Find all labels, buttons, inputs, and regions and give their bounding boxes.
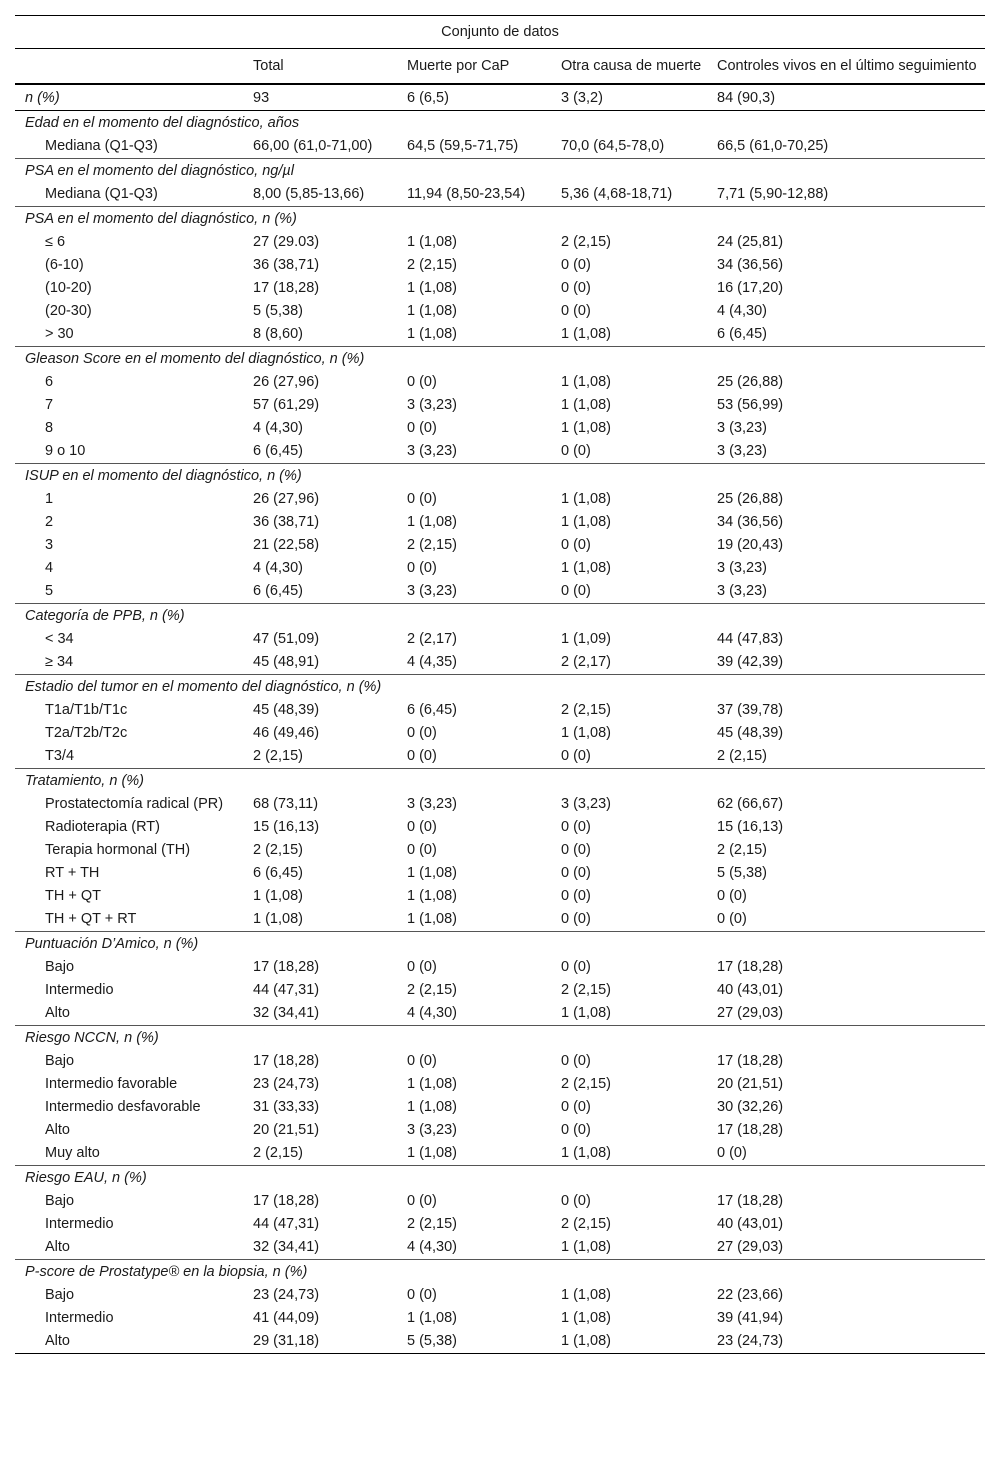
table-row — [15, 1142, 985, 1166]
table-row — [15, 1236, 985, 1260]
cell-total: 2 (2,15) — [253, 1145, 303, 1161]
cell-cap-death: 0 (0) — [407, 748, 437, 764]
section-title: ISUP en el momento del diagnóstico, n (%) — [15, 464, 985, 489]
cell-cap-death: 3 (3,23) — [407, 1122, 457, 1138]
cell-total: 17 (18,28) — [253, 1193, 320, 1209]
cell-cap-death: 2 (2,15) — [407, 537, 457, 553]
row-label: TH + QT — [45, 888, 101, 904]
table-row — [15, 394, 985, 417]
cell-total: 29 (31,18) — [253, 1333, 320, 1349]
cell-cap-death: 4 (4,35) — [407, 654, 457, 670]
cell-cap-death: 2 (2,17) — [407, 631, 457, 647]
bottom-rule — [15, 1354, 985, 1355]
row-label: T1a/T1b/T1c — [45, 702, 128, 718]
cell-alive-controls: 66,5 (61,0-70,25) — [717, 138, 829, 154]
cell-alive-controls: 3 (3,23) — [717, 583, 767, 599]
section-header-row — [15, 932, 985, 957]
row-label: 4 — [45, 560, 54, 576]
row-label: Terapia hormonal (TH) — [45, 842, 191, 858]
table-row — [15, 956, 985, 979]
cell-other-death: 0 (0) — [561, 1193, 591, 1209]
cell-cap-death: 0 (0) — [407, 420, 437, 436]
cell-other-death: 1 (1,08) — [561, 326, 611, 342]
cell-other-death: 0 (0) — [561, 748, 591, 764]
cell-other-death: 0 (0) — [561, 537, 591, 553]
cell-alive-controls: 34 (36,56) — [717, 514, 784, 530]
section-header-row — [15, 207, 985, 232]
row-label: Bajo — [45, 1053, 75, 1069]
table-row — [15, 580, 985, 604]
cell-total: 41 (44,09) — [253, 1310, 320, 1326]
row-label: Alto — [45, 1333, 70, 1349]
cell-cap-death: 3 (3,23) — [407, 583, 457, 599]
cell-other-death: 2 (2,17) — [561, 654, 611, 670]
cell-alive-controls: 25 (26,88) — [717, 374, 784, 390]
cell-total: 26 (27,96) — [253, 491, 320, 507]
cell-cap-death: 3 (3,23) — [407, 397, 457, 413]
table-row — [15, 371, 985, 394]
section-header-row — [15, 604, 985, 629]
section-title: PSA en el momento del diagnóstico, ng/µl — [15, 159, 985, 184]
table-footer — [15, 1354, 985, 1355]
cell-alive-controls: 3 (3,23) — [717, 560, 767, 576]
cell-other-death: 0 (0) — [561, 1099, 591, 1115]
column-header-total: Total — [243, 49, 397, 85]
table-row — [15, 1190, 985, 1213]
cell-alive-controls: 27 (29,03) — [717, 1239, 784, 1255]
cell-other-death: 1 (1,08) — [561, 1239, 611, 1255]
cell-total: 68 (73,11) — [253, 796, 319, 812]
section-header-row — [15, 347, 985, 372]
cell-alive-controls: 2 (2,15) — [717, 748, 767, 764]
caption-row — [15, 16, 985, 49]
section-header-row — [15, 1260, 985, 1285]
cell-other-death: 1 (1,08) — [561, 1005, 611, 1021]
table-row — [15, 862, 985, 885]
cell-alive-controls: 62 (66,67) — [717, 796, 784, 812]
section-title: Categoría de PPB, n (%) — [15, 604, 985, 629]
table-row — [15, 183, 985, 207]
cell-alive-controls: 53 (56,99) — [717, 397, 784, 413]
row-label: 8 — [45, 420, 54, 436]
cell-cap-death: 1 (1,08) — [407, 865, 457, 881]
section-title: Puntuación D’Amico, n (%) — [15, 932, 985, 957]
table-row — [15, 1284, 985, 1307]
section-title: Riesgo NCCN, n (%) — [15, 1026, 985, 1051]
table-row — [15, 699, 985, 722]
table-body — [15, 84, 985, 1354]
cell-cap-death: 4 (4,30) — [407, 1239, 457, 1255]
cell-alive-controls: 37 (39,78) — [717, 702, 784, 718]
data-table — [15, 15, 985, 1354]
cell-other-death: 0 (0) — [561, 303, 591, 319]
cell-other-death: 1 (1,08) — [561, 1333, 611, 1349]
section-title: Estadio del tumor en el momento del diagnóstico, n (%) — [15, 675, 985, 700]
cell-cap-death: 1 (1,08) — [407, 1099, 457, 1115]
cell-alive-controls: 15 (16,13) — [717, 819, 784, 835]
section-title: P-score de Prostatype® en la biopsia, n (%) — [15, 1260, 985, 1285]
table-row — [15, 1330, 985, 1354]
cell-total: 2 (2,15) — [253, 842, 303, 858]
section-header-row — [15, 769, 985, 794]
table-row — [15, 135, 985, 159]
cell-other-death: 0 (0) — [561, 257, 591, 273]
cell-total: 8,00 (5,85-13,66) — [253, 186, 365, 202]
cell-alive-controls: 7,71 (5,90-12,88) — [717, 186, 829, 202]
cell-other-death: 1 (1,08) — [561, 491, 611, 507]
cell-cap-death: 1 (1,08) — [407, 1145, 457, 1161]
section-header-row — [15, 111, 985, 136]
cell-other-death: 0 (0) — [561, 280, 591, 296]
table-row — [15, 1002, 985, 1026]
data-table-container — [15, 15, 985, 1354]
row-label: ≥ 34 — [45, 654, 74, 670]
table-row — [15, 745, 985, 769]
table-row — [15, 534, 985, 557]
table-row — [15, 557, 985, 580]
cell-cap-death: 2 (2,15) — [407, 1216, 457, 1232]
table-row — [15, 628, 985, 651]
cell-total: 5 (5,38) — [253, 303, 303, 319]
table-row — [15, 323, 985, 347]
cell-other-death: 1 (1,08) — [561, 560, 611, 576]
cell-total: 8 (8,60) — [253, 326, 303, 342]
cell-total: 45 (48,91) — [253, 654, 320, 670]
cell-alive-controls: 2 (2,15) — [717, 842, 767, 858]
cell-alive-controls: 44 (47,83) — [717, 631, 784, 647]
cell-other-death: 1 (1,09) — [561, 631, 611, 647]
cell-cap-death: 1 (1,08) — [407, 514, 457, 530]
cell-total: 44 (47,31) — [253, 982, 320, 998]
cell-other-death: 1 (1,08) — [561, 374, 611, 390]
section-title: Riesgo EAU, n (%) — [15, 1166, 985, 1191]
section-header-row — [15, 1166, 985, 1191]
cell-total: 66,00 (61,0-71,00) — [253, 138, 373, 154]
cell-total: 46 (49,46) — [253, 725, 320, 741]
column-header-label — [15, 49, 243, 85]
row-label: (20-30) — [45, 303, 92, 319]
row-label: Alto — [45, 1122, 70, 1138]
cell-other-death: 2 (2,15) — [561, 702, 611, 718]
cell-cap-death: 0 (0) — [407, 1053, 437, 1069]
cell-alive-controls: 24 (25,81) — [717, 234, 784, 250]
cell-other-death: 0 (0) — [561, 1122, 591, 1138]
cell-other-death: 0 (0) — [561, 888, 591, 904]
row-label: Intermedio — [45, 1216, 114, 1232]
cell-alive-controls: 3 (3,23) — [717, 443, 767, 459]
cell-cap-death: 1 (1,08) — [407, 280, 457, 296]
bottom-rule-cell — [15, 1354, 985, 1355]
row-label: (10-20) — [45, 280, 92, 296]
cell-total: 32 (34,41) — [253, 1239, 320, 1255]
cell-total: 57 (61,29) — [253, 397, 320, 413]
row-label: Intermedio favorable — [45, 1076, 178, 1092]
row-label: 6 — [45, 374, 54, 390]
cell-alive-controls: 0 (0) — [717, 911, 747, 927]
row-label: Prostatectomía radical (PR) — [45, 796, 224, 812]
section-header-row — [15, 675, 985, 700]
table-row — [15, 839, 985, 862]
cell-alive-controls: 39 (42,39) — [717, 654, 784, 670]
cell-other-death: 5,36 (4,68-18,71) — [561, 186, 673, 202]
table-header — [15, 16, 985, 85]
cell-total: 44 (47,31) — [253, 1216, 320, 1232]
cell-total: 6 (6,45) — [253, 865, 303, 881]
cell-other-death: 1 (1,08) — [561, 1145, 611, 1161]
cell-total: 6 (6,45) — [253, 583, 303, 599]
cell-total: 32 (34,41) — [253, 1005, 320, 1021]
cell-alive-controls: 16 (17,20) — [717, 280, 784, 296]
cell-other-death: 0 (0) — [561, 911, 591, 927]
table-row — [15, 231, 985, 254]
cell-cap-death: 64,5 (59,5-71,75) — [407, 138, 519, 154]
section-header-row — [15, 1026, 985, 1051]
row-label: 2 — [45, 514, 54, 530]
cell-cap-death: 6 (6,5) — [407, 90, 449, 106]
cell-alive-controls: 45 (48,39) — [717, 725, 784, 741]
row-label: Bajo — [45, 1193, 75, 1209]
cell-alive-controls: 34 (36,56) — [717, 257, 784, 273]
column-header-cap-death: Muerte por CaP — [397, 49, 551, 85]
cell-alive-controls: 17 (18,28) — [717, 1193, 784, 1209]
cell-other-death: 3 (3,23) — [561, 796, 611, 812]
section-title: PSA en el momento del diagnóstico, n (%) — [15, 207, 985, 232]
cell-cap-death: 0 (0) — [407, 1287, 437, 1303]
cell-total: 1 (1,08) — [253, 911, 303, 927]
row-label: ≤ 6 — [45, 234, 66, 250]
cell-total: 20 (21,51) — [253, 1122, 320, 1138]
table-row — [15, 1119, 985, 1142]
cell-other-death: 2 (2,15) — [561, 1076, 611, 1092]
row-label: Bajo — [45, 959, 75, 975]
row-label: Mediana (Q1-Q3) — [45, 138, 158, 154]
table-caption: Conjunto de datos — [15, 16, 985, 49]
table-row — [15, 440, 985, 464]
cell-alive-controls: 27 (29,03) — [717, 1005, 784, 1021]
row-label: RT + TH — [45, 865, 100, 881]
table-row — [15, 254, 985, 277]
section-title: Tratamiento, n (%) — [15, 769, 985, 794]
cell-cap-death: 6 (6,45) — [407, 702, 457, 718]
cell-other-death: 0 (0) — [561, 819, 591, 835]
cell-total: 1 (1,08) — [253, 888, 303, 904]
table-row — [15, 1073, 985, 1096]
cell-other-death: 0 (0) — [561, 842, 591, 858]
cell-total: 36 (38,71) — [253, 514, 320, 530]
cell-cap-death: 2 (2,15) — [407, 257, 457, 273]
table-row — [15, 1307, 985, 1330]
section-title: Edad en el momento del diagnóstico, años — [15, 111, 985, 136]
cell-alive-controls: 30 (32,26) — [717, 1099, 784, 1115]
row-label: Alto — [45, 1005, 70, 1021]
row-label: Alto — [45, 1239, 70, 1255]
row-label: (6-10) — [45, 257, 84, 273]
table-row — [15, 979, 985, 1002]
cell-cap-death: 0 (0) — [407, 842, 437, 858]
column-header-alive-controls: Controles vivos en el último seguimiento — [707, 49, 985, 85]
cell-alive-controls: 25 (26,88) — [717, 491, 784, 507]
cell-total: 36 (38,71) — [253, 257, 320, 273]
cell-alive-controls: 40 (43,01) — [717, 982, 784, 998]
cell-cap-death: 1 (1,08) — [407, 1310, 457, 1326]
cell-total: 93 — [253, 90, 270, 106]
cell-alive-controls: 17 (18,28) — [717, 1122, 784, 1138]
cell-alive-controls: 6 (6,45) — [717, 326, 767, 342]
cell-other-death: 2 (2,15) — [561, 982, 611, 998]
cell-total: 17 (18,28) — [253, 1053, 320, 1069]
cell-cap-death: 0 (0) — [407, 959, 437, 975]
row-label: Mediana (Q1-Q3) — [45, 186, 158, 202]
cell-other-death: 2 (2,15) — [561, 1216, 611, 1232]
row-label: Intermedio — [45, 982, 114, 998]
cell-cap-death: 2 (2,15) — [407, 982, 457, 998]
table-row — [15, 417, 985, 440]
cell-total: 17 (18,28) — [253, 280, 320, 296]
cell-other-death: 0 (0) — [561, 583, 591, 599]
cell-total: 23 (24,73) — [253, 1287, 320, 1303]
cell-alive-controls: 3 (3,23) — [717, 420, 767, 436]
row-label: Muy alto — [45, 1145, 100, 1161]
cell-cap-death: 1 (1,08) — [407, 911, 457, 927]
table-row — [15, 793, 985, 816]
table-row — [15, 908, 985, 932]
row-label: TH + QT + RT — [45, 911, 137, 927]
cell-alive-controls: 17 (18,28) — [717, 959, 784, 975]
cell-total: 2 (2,15) — [253, 748, 303, 764]
cell-cap-death: 1 (1,08) — [407, 1076, 457, 1092]
table-row — [15, 885, 985, 908]
cell-other-death: 0 (0) — [561, 865, 591, 881]
table-row — [15, 1213, 985, 1236]
cell-other-death: 0 (0) — [561, 443, 591, 459]
cell-other-death: 1 (1,08) — [561, 514, 611, 530]
table-row — [15, 511, 985, 534]
table-row — [15, 1050, 985, 1073]
cell-total: 47 (51,09) — [253, 631, 320, 647]
cell-total: 21 (22,58) — [253, 537, 320, 553]
table-row — [15, 816, 985, 839]
cell-other-death: 1 (1,08) — [561, 420, 611, 436]
cell-cap-death: 1 (1,08) — [407, 234, 457, 250]
table-row — [15, 1096, 985, 1119]
column-header-row — [15, 49, 985, 85]
cell-alive-controls: 22 (23,66) — [717, 1287, 784, 1303]
cell-cap-death: 1 (1,08) — [407, 326, 457, 342]
cell-alive-controls: 20 (21,51) — [717, 1076, 784, 1092]
table-row — [15, 722, 985, 745]
cell-cap-death: 11,94 (8,50-23,54) — [407, 186, 526, 202]
cell-other-death: 3 (3,2) — [561, 90, 603, 106]
row-label: T2a/T2b/T2c — [45, 725, 128, 741]
cell-total: 27 (29.03) — [253, 234, 320, 250]
row-label: T3/4 — [45, 748, 75, 764]
row-label: n (%) — [25, 90, 60, 106]
cell-other-death: 1 (1,08) — [561, 1310, 611, 1326]
cell-total: 26 (27,96) — [253, 374, 320, 390]
column-header-other-death: Otra causa de muerte — [551, 49, 707, 85]
row-label: 7 — [45, 397, 54, 413]
row-label: < 34 — [45, 631, 74, 647]
section-title: Gleason Score en el momento del diagnóstico, n (%) — [15, 347, 985, 372]
row-label: 3 — [45, 537, 54, 553]
n-row — [15, 84, 985, 111]
cell-alive-controls: 5 (5,38) — [717, 865, 767, 881]
section-header-row — [15, 464, 985, 489]
cell-cap-death: 1 (1,08) — [407, 888, 457, 904]
cell-other-death: 0 (0) — [561, 1053, 591, 1069]
cell-other-death: 1 (1,08) — [561, 397, 611, 413]
cell-alive-controls: 84 (90,3) — [717, 90, 776, 106]
cell-other-death: 1 (1,08) — [561, 725, 611, 741]
cell-alive-controls: 39 (41,94) — [717, 1310, 784, 1326]
cell-total: 6 (6,45) — [253, 443, 303, 459]
cell-total: 15 (16,13) — [253, 819, 320, 835]
cell-total: 4 (4,30) — [253, 420, 303, 436]
cell-cap-death: 0 (0) — [407, 374, 437, 390]
cell-other-death: 70,0 (64,5-78,0) — [561, 138, 665, 154]
cell-alive-controls: 19 (20,43) — [717, 537, 784, 553]
cell-cap-death: 4 (4,30) — [407, 1005, 457, 1021]
row-label: Intermedio desfavorable — [45, 1099, 201, 1115]
row-label: > 30 — [45, 326, 74, 342]
row-label: 5 — [45, 583, 54, 599]
cell-cap-death: 1 (1,08) — [407, 303, 457, 319]
cell-alive-controls: 0 (0) — [717, 888, 747, 904]
cell-alive-controls: 4 (4,30) — [717, 303, 767, 319]
cell-other-death: 1 (1,08) — [561, 1287, 611, 1303]
cell-cap-death: 5 (5,38) — [407, 1333, 457, 1349]
row-label: 1 — [45, 491, 54, 507]
cell-total: 17 (18,28) — [253, 959, 320, 975]
cell-other-death: 0 (0) — [561, 959, 591, 975]
cell-alive-controls: 23 (24,73) — [717, 1333, 784, 1349]
cell-alive-controls: 40 (43,01) — [717, 1216, 784, 1232]
table-row — [15, 488, 985, 511]
table-row — [15, 300, 985, 323]
row-label: Bajo — [45, 1287, 75, 1303]
cell-total: 31 (33,33) — [253, 1099, 320, 1115]
table-row — [15, 651, 985, 675]
cell-total: 4 (4,30) — [253, 560, 303, 576]
table-row — [15, 277, 985, 300]
row-label: Radioterapia (RT) — [45, 819, 160, 835]
row-label: Intermedio — [45, 1310, 114, 1326]
cell-cap-death: 0 (0) — [407, 725, 437, 741]
cell-cap-death: 0 (0) — [407, 560, 437, 576]
row-label: 9 o 10 — [45, 443, 86, 459]
cell-alive-controls: 17 (18,28) — [717, 1053, 784, 1069]
cell-other-death: 2 (2,15) — [561, 234, 611, 250]
cell-cap-death: 0 (0) — [407, 491, 437, 507]
cell-cap-death: 0 (0) — [407, 819, 437, 835]
cell-cap-death: 3 (3,23) — [407, 796, 457, 812]
cell-total: 45 (48,39) — [253, 702, 320, 718]
section-header-row — [15, 159, 985, 184]
cell-cap-death: 3 (3,23) — [407, 443, 457, 459]
cell-cap-death: 0 (0) — [407, 1193, 437, 1209]
cell-total: 23 (24,73) — [253, 1076, 320, 1092]
cell-alive-controls: 0 (0) — [717, 1145, 747, 1161]
